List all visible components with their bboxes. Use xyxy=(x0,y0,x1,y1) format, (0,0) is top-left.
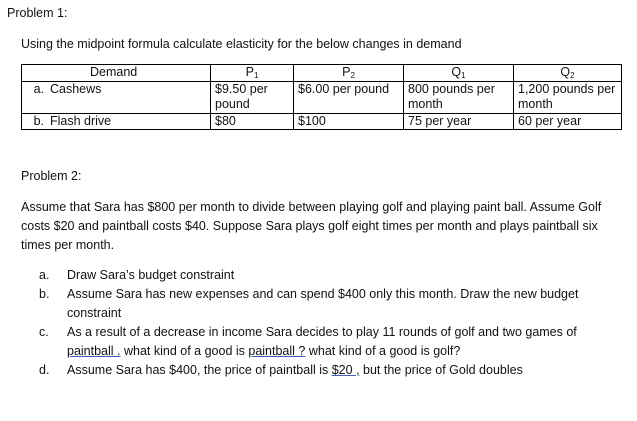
row-demand-cell: a. Cashews xyxy=(22,81,211,113)
problem1-instruction: Using the midpoint formula calculate elasticity for the below changes in demand xyxy=(21,37,462,51)
underlined-word: paintball . xyxy=(67,344,121,358)
table-row xyxy=(22,113,622,130)
header-p1: $P_1$ xyxy=(211,65,294,82)
row-q1-cell: 75 per year xyxy=(404,113,514,130)
row-p1-cell: $9.50 per pound xyxy=(211,81,294,113)
problem2-paragraph: Assume that Sara has $800 per month to divide between playing golf and playing paint ball. Assume Golf costs $20 and paintball costs $40. Suppose Sara plays golf eight times per month and plays paintball six times per month. xyxy=(21,200,602,252)
table-row xyxy=(22,81,622,113)
row-demand-cell: b. Flash drive xyxy=(22,113,211,130)
row-q2-cell: 1,200 pounds per month xyxy=(514,81,622,113)
problem1-heading: Problem 1: xyxy=(7,6,68,20)
row-p2-cell: $6.00 per pound xyxy=(294,81,404,113)
row-p1-cell: $80 xyxy=(211,113,294,130)
row-p2-cell: $100 xyxy=(294,113,404,130)
table-header-row xyxy=(22,65,622,82)
underlined-word: paintball ? xyxy=(248,344,306,358)
list-item: d. Assume Sara has $400, the price of paintball is $20 , but the price of Gold doubles xyxy=(39,363,523,377)
row-q2-cell: 60 per year xyxy=(514,113,622,130)
header-q2: $Q_2$ xyxy=(514,65,622,82)
header-p2: $P_2$ xyxy=(294,65,404,82)
row-q1-cell: 800 pounds per month xyxy=(404,81,514,113)
problem2-heading: Problem 2: xyxy=(21,169,82,183)
problem2-subquestions xyxy=(39,266,619,380)
underlined-price: $20 , xyxy=(331,363,360,377)
list-item: c. As a result of a decrease in income Sara decides to play 11 rounds of golf and two games of paintball . what kind of a good is paintball ? what kind of a good is golf? xyxy=(39,325,577,358)
list-item: a. Draw Sara’s budget constraint xyxy=(39,268,235,282)
elasticity-table xyxy=(21,64,622,130)
header-q1: $Q_1$ xyxy=(404,65,514,82)
list-item: b. Assume Sara has new expenses and can spend $400 only this month. Draw the new budget constraint xyxy=(39,287,579,320)
header-demand: Demand xyxy=(22,65,211,82)
